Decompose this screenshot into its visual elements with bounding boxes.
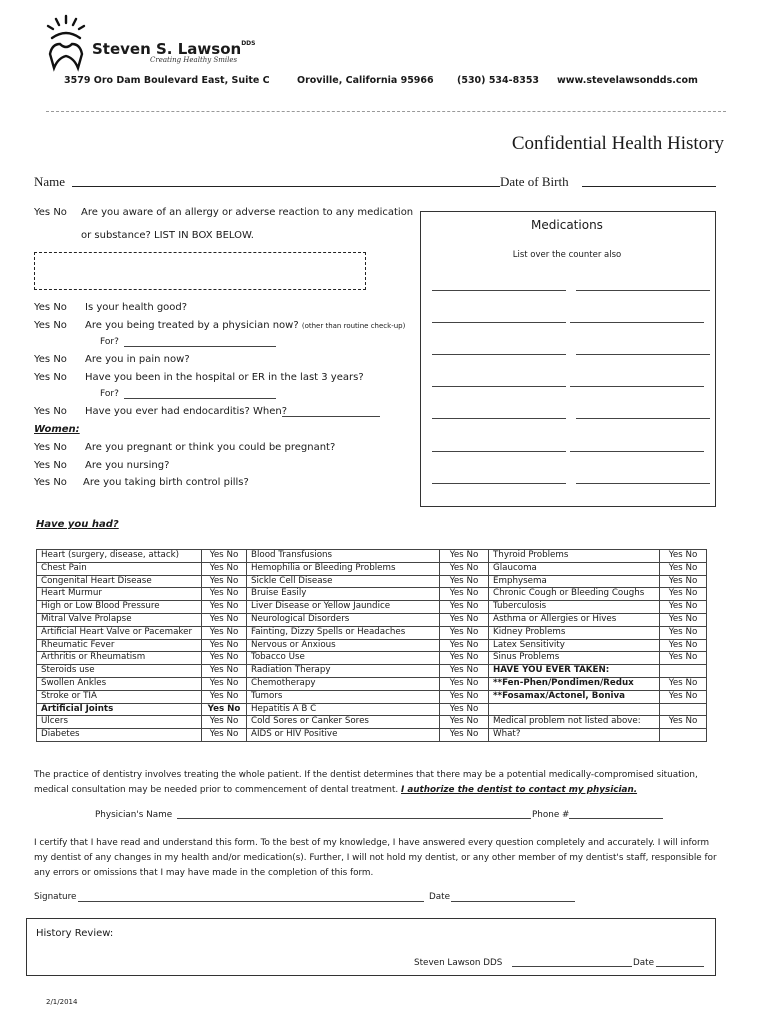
condition-cell: Liver Disease or Yellow Jaundice [247,601,440,614]
yes-no-cell[interactable]: Yes No [440,575,489,588]
table-row [37,677,707,690]
condition-cell: AIDS or HIV Positive [247,729,440,742]
table-row [37,575,707,588]
women-heading: Women: [34,424,80,435]
physician-name-field[interactable] [177,818,531,819]
table-row [37,716,707,729]
yes-no-cell[interactable]: Yes No [440,550,489,563]
condition-cell: Medical problem not listed above: [489,716,660,729]
yes-no-cell[interactable]: Yes No [440,716,489,729]
yes-no-cell[interactable]: Yes No [440,677,489,690]
consultation-paragraph: The practice of dentistry involves treating the whole patient. If the dentist determines that there may be a potential medically-compromised situation, medical consultation may be needed prior to commencement of dental treatment. I authorize the dentist to contact my physician. [34,770,698,795]
yes-no-cell[interactable]: Yes No [440,703,489,716]
yes-no-cell[interactable]: Yes No [202,677,247,690]
condition-cell: Mitral Valve Prolapse [37,613,202,626]
website: www.stevelawsondds.com [557,75,698,86]
condition-cell: Glaucoma [489,562,660,575]
yes-no-cell[interactable]: Yes No [660,626,707,639]
history-review-box [26,918,716,976]
condition-cell: Rheumatic Fever [37,639,202,652]
yes-no-cell[interactable] [660,703,707,716]
condition-cell: Latex Sensitivity [489,639,660,652]
table-row [37,562,707,575]
medication-line[interactable] [570,321,704,323]
phone: (530) 534-8353 [457,75,540,86]
condition-cell: Steroids use [37,665,202,678]
pain-question: Are you in pain now? [85,354,190,365]
review-date-label: Date [633,958,655,968]
signature-date-field[interactable] [451,901,575,902]
condition-cell: Radiation Therapy [247,665,440,678]
table-row [37,665,707,678]
page-title: Confidential Health History [511,133,724,154]
yes-no-cell[interactable]: Yes No [202,690,247,703]
medication-line[interactable] [576,482,710,484]
yes-no-cell[interactable]: Yes No [660,690,707,703]
certification-paragraph: I certify that I have read and understand this form. To the best of my knowledge, I have answered every question completely and accurately. I will inform my dentist of any changes in my health and/or medication(s). Further, I will not hold my dentist, or any other member of my dentist's staff, responsible for any errors or omissions that I may have made in the completion of this form. [34,838,717,878]
condition-cell: **Fosamax/Actonel, Boniva [489,690,660,703]
allergy-question-2: or substance? LIST IN BOX BELOW. [81,230,254,241]
yes-no-cell[interactable]: Yes No [440,588,489,601]
review-date-field[interactable] [656,966,704,967]
pregnant-question: Are you pregnant or think you could be pregnant? [85,442,336,453]
condition-cell: Blood Transfusions [247,550,440,563]
signature-label: Signature [34,892,77,902]
condition-cell: **Fen-Phen/Pondimen/Redux [489,677,660,690]
endocarditis-when-field[interactable] [282,416,380,417]
yes-no-cell[interactable] [660,665,707,678]
yes-no-cell[interactable]: Yes No [202,729,247,742]
medications-title: Medications [531,218,603,232]
yes-no-cell[interactable]: Yes No [440,665,489,678]
dob-field[interactable] [582,174,716,187]
yes-no-cell[interactable]: Yes No [202,716,247,729]
physician-note: (other than routine check-up) [301,322,406,330]
practice-suffix: DDS [241,40,256,47]
yes-no-nursing[interactable]: Yes No [34,460,67,471]
yes-no-cell[interactable]: Yes No [440,652,489,665]
medication-line[interactable] [576,289,710,291]
condition-cell: What? [489,729,660,742]
name-label: Name [34,174,66,189]
yes-no-cell[interactable]: Yes No [660,652,707,665]
history-review-label: History Review: [36,928,114,939]
yes-no-cell[interactable]: Yes No [660,677,707,690]
physician-phone-field[interactable] [569,818,663,819]
physician-for-field[interactable] [124,346,276,347]
medication-line[interactable] [576,417,710,419]
condition-cell: Nervous or Anxious [247,639,440,652]
yes-no-cell[interactable]: Yes No [202,601,247,614]
yes-no-cell[interactable]: Yes No [440,562,489,575]
yes-no-cell[interactable]: Yes No [660,601,707,614]
name-field[interactable] [72,174,500,187]
condition-cell: Kidney Problems [489,626,660,639]
yes-no-cell[interactable]: Yes No [440,601,489,614]
yes-no-cell[interactable]: Yes No [660,550,707,563]
authorize-statement: I authorize the dentist to contact my physician. [401,785,638,795]
endocarditis-question: Have you ever had endocarditis? When? [85,406,288,417]
yes-no-cell[interactable]: Yes No [202,562,247,575]
yes-no-cell[interactable]: Yes No [202,665,247,678]
medication-line[interactable] [432,450,566,452]
yes-no-cell[interactable]: Yes No [660,588,707,601]
birth-control-question: Are you taking birth control pills? [83,477,249,488]
table-row [37,601,707,614]
yes-no-cell[interactable]: Yes No [202,550,247,563]
condition-cell: Artificial Heart Valve or Pacemaker [37,626,202,639]
hospital-for-field[interactable] [124,398,276,399]
condition-cell: Tobacco Use [247,652,440,665]
table-row [37,729,707,742]
yes-no-cell[interactable]: Yes No [660,716,707,729]
condition-cell: Heart Murmur [37,588,202,601]
condition-cell: Tumors [247,690,440,703]
condition-cell: Chemotherapy [247,677,440,690]
medication-line[interactable] [576,353,710,355]
medication-line[interactable] [570,450,704,452]
health-question: Is your health good? [85,302,188,313]
condition-cell: Ulcers [37,716,202,729]
condition-cell: Hepatitis A B C [247,703,440,716]
condition-cell: Asthma or Allergies or Hives [489,613,660,626]
condition-cell: Fainting, Dizzy Spells or Headaches [247,626,440,639]
doctor-signature-field[interactable] [512,966,632,967]
yes-no-pain[interactable]: Yes No [34,354,67,365]
condition-cell: Thyroid Problems [489,550,660,563]
condition-cell: Artificial Joints [37,703,202,716]
condition-cell: Sickle Cell Disease [247,575,440,588]
yes-no-cell[interactable]: Yes No [202,626,247,639]
yes-no-cell[interactable]: Yes No [202,575,247,588]
yes-no-hospital[interactable]: Yes No [34,372,67,383]
condition-cell: Sinus Problems [489,652,660,665]
yes-no-allergy[interactable]: Yes No [34,207,67,218]
table-row [37,703,707,716]
hospital-for-label: For? [100,389,119,399]
dob-label: Date of Birth [500,174,569,189]
header-divider [46,111,726,112]
medication-line[interactable] [432,482,566,484]
yes-no-birth-control[interactable]: Yes No [34,477,67,488]
medication-line[interactable] [432,321,566,323]
medical-history-table [36,549,707,742]
yes-no-cell[interactable]: Yes No [440,729,489,742]
physician-name-label: Physician's Name [95,810,173,820]
yes-no-cell[interactable]: Yes No [660,639,707,652]
signature-field[interactable] [78,901,424,902]
medication-line[interactable] [432,353,566,355]
table-row [37,550,707,563]
medication-line[interactable] [570,385,704,387]
yes-no-cell[interactable]: Yes No [440,690,489,703]
allergy-question: Are you aware of an allergy or adverse reaction to any medication [81,207,414,218]
revision-date: 2/1/2014 [46,998,78,1006]
medications-subtitle: List over the counter also [512,250,622,260]
yes-no-physician[interactable]: Yes No [34,320,67,331]
history-heading: Have you had? [36,519,119,530]
yes-no-cell[interactable]: Yes No [660,613,707,626]
condition-cell [489,703,660,716]
city: Oroville, California 95966 [297,75,434,86]
yes-no-cell[interactable]: Yes No [660,562,707,575]
reviewing-doctor: Steven Lawson DDS [414,958,503,968]
yes-no-pregnant[interactable]: Yes No [34,442,67,453]
medication-line[interactable] [432,289,566,291]
signature-date-label: Date [429,892,451,902]
yes-no-cell[interactable]: Yes No [202,639,247,652]
physician-for-label: For? [100,337,119,347]
logo-smile-icon [44,14,88,72]
yes-no-health[interactable]: Yes No [34,302,67,313]
condition-cell: Arthritis or Rheumatism [37,652,202,665]
condition-cell: Neurological Disorders [247,613,440,626]
practice-name: Steven S. Lawson$^{DDS}$ [92,40,256,58]
tagline: Creating Healthy Smiles [150,56,238,64]
table-row [37,626,707,639]
yes-no-cell[interactable]: Yes No [440,639,489,652]
condition-cell: Heart (surgery, disease, attack) [37,550,202,563]
table-row [37,690,707,703]
nursing-question: Are you nursing? [85,460,170,471]
yes-no-cell[interactable]: Yes No [202,703,247,716]
table-row [37,613,707,626]
condition-cell: Hemophilia or Bleeding Problems [247,562,440,575]
table-row [37,639,707,652]
condition-cell: Congenital Heart Disease [37,575,202,588]
address: 3579 Oro Dam Boulevard East, Suite C [64,75,270,86]
yes-no-cell[interactable] [660,729,707,742]
condition-cell: Cold Sores or Canker Sores [247,716,440,729]
condition-cell: Emphysema [489,575,660,588]
yes-no-cell[interactable]: Yes No [202,588,247,601]
medication-line[interactable] [432,385,566,387]
yes-no-cell[interactable]: Yes No [202,652,247,665]
condition-cell: Stroke or TIA [37,690,202,703]
physician-phone-label: Phone # [532,810,570,820]
condition-cell: Chronic Cough or Bleeding Coughs [489,588,660,601]
condition-cell: HAVE YOU EVER TAKEN: [489,665,660,678]
condition-cell: Bruise Easily [247,588,440,601]
condition-cell: Swollen Ankles [37,677,202,690]
yes-no-cell[interactable]: Yes No [440,626,489,639]
medication-line[interactable] [432,417,566,419]
condition-cell: Diabetes [37,729,202,742]
condition-cell: Tuberculosis [489,601,660,614]
condition-cell: Chest Pain [37,562,202,575]
table-row [37,652,707,665]
allergy-list-box[interactable] [34,252,366,290]
yes-no-cell[interactable]: Yes No [202,613,247,626]
condition-cell: High or Low Blood Pressure [37,601,202,614]
yes-no-endocarditis[interactable]: Yes No [34,406,67,417]
table-row [37,588,707,601]
yes-no-cell[interactable]: Yes No [660,575,707,588]
physician-question: Are you being treated by a physician now? (other than routine check-up) [85,320,406,331]
yes-no-cell[interactable]: Yes No [440,613,489,626]
hospital-question: Have you been in the hospital or ER in the last 3 years? [85,372,364,383]
